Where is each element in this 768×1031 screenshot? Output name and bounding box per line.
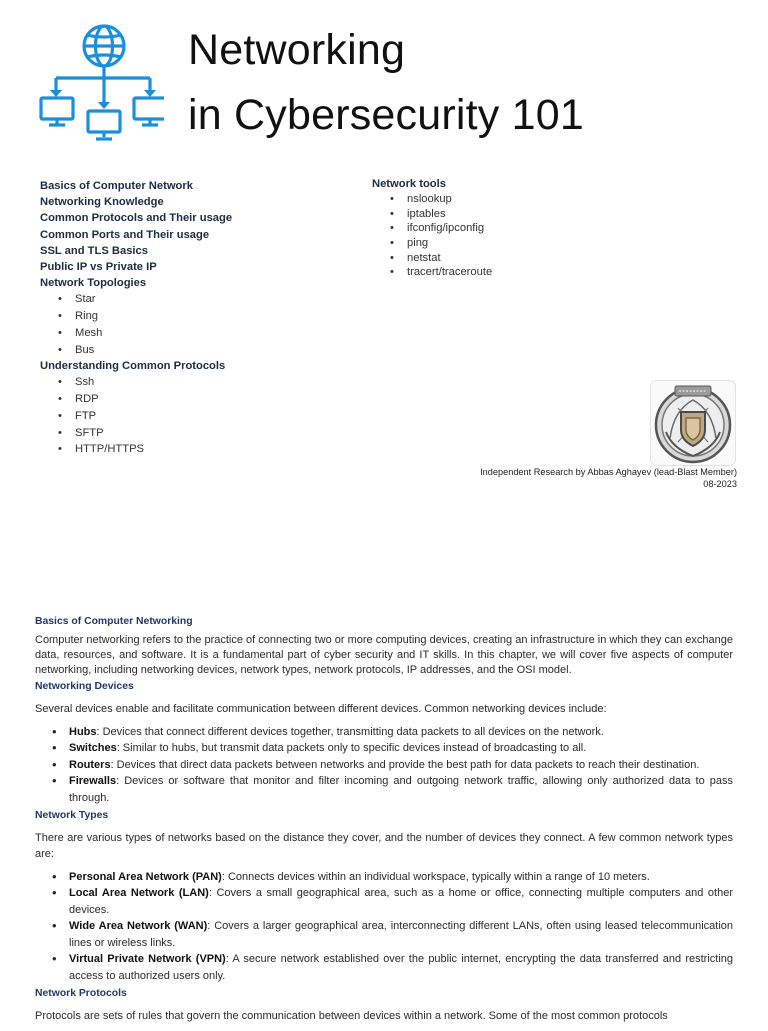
topology-list (40, 291, 340, 358)
term: Wide Area Network (WAN) (69, 920, 208, 933)
devices-list (35, 724, 733, 807)
tools-list (372, 192, 572, 280)
list-item: • Ring (75, 308, 340, 325)
section-heading: Basics of Computer Networking (35, 616, 193, 627)
definition: : Connects devices within an individual workspace, typically within a range of 10 meters. (221, 870, 650, 883)
paragraph: Several devices enable and facilitate communication between different devices. Common networking devices include: (35, 702, 607, 715)
network-tools-section (372, 176, 572, 280)
protocols-list (40, 374, 340, 458)
list-item: • HTTP/HTTPS (75, 441, 340, 458)
toc-heading: Basics of Computer Network (40, 180, 193, 192)
list-item: • tracert/traceroute (407, 265, 572, 280)
table-of-contents (40, 178, 340, 458)
definition: : Devices or software that monitor and filter incoming and outgoing network traffic, allowing only authorized data to pass through. (69, 775, 733, 804)
list-item: • nslookup (407, 192, 572, 207)
list-item: • RDP (75, 391, 340, 408)
definition: : A secure network established over the public internet, encrypting the data transferred and restricting access to authorized users only. (69, 953, 734, 982)
term: Hubs (69, 725, 97, 738)
term: Switches (69, 742, 117, 755)
team-emblem-icon (650, 380, 736, 466)
author-credit (480, 467, 737, 490)
list-item: • Star (75, 291, 340, 308)
network-types-list (35, 869, 733, 985)
list-item (69, 869, 733, 886)
toc-heading: Network Topologies (40, 277, 147, 290)
title-line-2: in Cybersecurity 101 (188, 91, 584, 139)
section-heading: Network Types (35, 810, 109, 822)
toc-heading: Public IP vs Private IP (40, 261, 157, 274)
network-globe-icon (38, 20, 164, 146)
definition: : Similar to hubs, but transmit data packets only to specific devices instead of broadcasting to all. (116, 742, 587, 755)
list-item: • SFTP (75, 425, 340, 442)
list-item (69, 773, 733, 806)
term: Virtual Private Network (VPN) (69, 953, 226, 966)
toc-heading: Common Ports and Their usage (40, 228, 210, 241)
section-heading: Networking Devices (35, 680, 134, 692)
paragraph: There are various types of networks based on the distance they cover, and the number of devices they connect. A few common network types are: (35, 832, 733, 860)
toc-heading: Common Protocols and Their usage (40, 212, 233, 225)
title-line-1: Networking (188, 26, 406, 74)
paragraph: Protocols are sets of rules that govern the communication between devices within a network. Some of the most common protocols (35, 1010, 668, 1023)
definition: : Covers a larger geographical area, interconnecting different LANs, often using leased telecommunication lines or wireless links. (69, 920, 734, 949)
credit-date: 08-2023 (703, 478, 737, 489)
list-item: • ifconfig/ipconfig (407, 221, 572, 236)
term: Firewalls (69, 775, 117, 788)
list-item: • FTP (75, 408, 340, 425)
definition: : Devices that direct data packets between networks and provide the best path for data packets to reach their destination. (110, 758, 700, 771)
definition: : Covers a small geographical area, such as a home or office, connecting multiple computers and other devices. (69, 887, 733, 916)
list-item: • netstat (407, 251, 572, 266)
list-item: • ping (407, 236, 572, 251)
term: Personal Area Network (PAN) (69, 870, 222, 883)
list-item (69, 740, 733, 757)
toc-heading: Network tools (372, 178, 446, 190)
list-item (69, 757, 733, 774)
list-item (69, 885, 733, 918)
credit-line: Independent Research by Abbas Aghayev (lead-Blast Member) (480, 467, 737, 477)
list-item: • Mesh (75, 325, 340, 342)
toc-heading: Networking Knowledge (40, 196, 164, 209)
list-item (69, 951, 733, 984)
list-item: • Bus (75, 342, 340, 359)
list-item (69, 724, 733, 741)
toc-heading: SSL and TLS Basics (40, 244, 148, 257)
list-item (69, 918, 733, 951)
paragraph: Computer networking refers to the practice of connecting two or more computing devices, creating an infrastructure in which they can exchange data, resources, and software. It is a fundamental part of cyber security and IT skills. In this chapter, we will cover five aspects of computer networking, including networking devices, network types, network protocols, IP addresses, and the OSI model. (35, 634, 733, 677)
list-item: • Ssh (75, 374, 340, 391)
list-item: • iptables (407, 207, 572, 222)
term: Local Area Network (LAN) (69, 887, 209, 900)
document-body (35, 614, 733, 1031)
section-heading: Network Protocols (35, 988, 127, 1000)
toc-heading: Understanding Common Protocols (40, 360, 226, 373)
term: Routers (69, 758, 111, 771)
definition: : Devices that connect different devices together, transmitting data packets to all devices on the network. (96, 725, 604, 738)
